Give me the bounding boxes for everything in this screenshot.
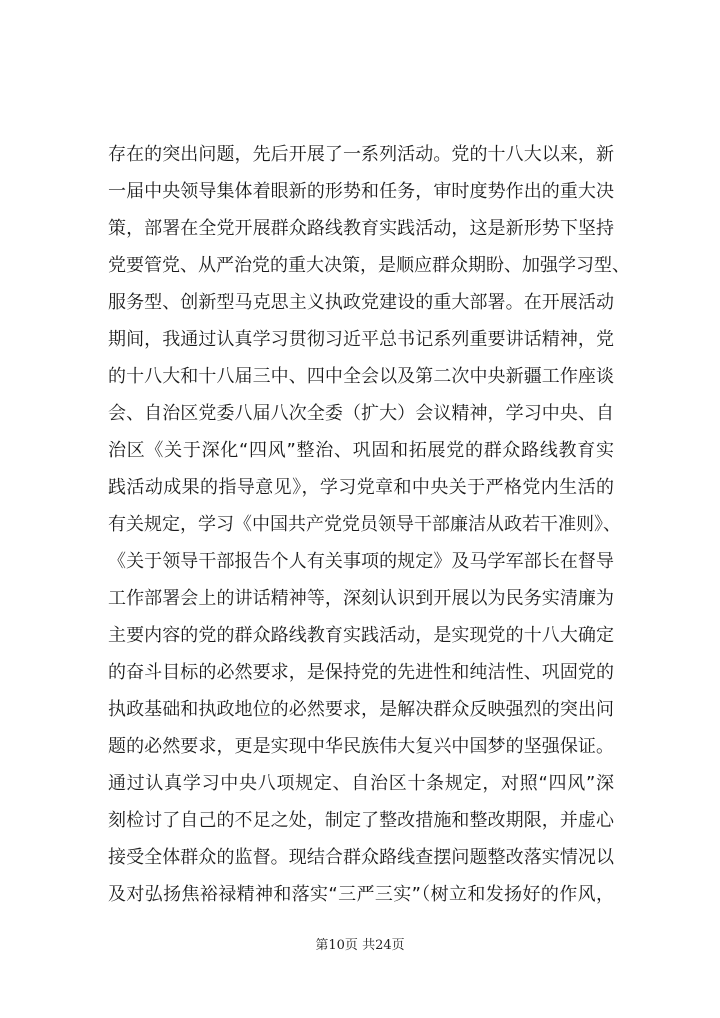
text-line: 存在的突出问题，先后开展了一系列活动。党的十八大以来，新	[108, 144, 614, 165]
text-line: 践活动成果的指导意见》，学习党章和中央关于严格党内生活的	[108, 477, 614, 498]
text-line: 有关规定，学习《中国共产党党员领导干部廉洁从政若干准则》、	[108, 514, 621, 535]
text-line: 主要内容的党的群众路线教育实践活动，是实现党的十八大确定	[108, 625, 614, 646]
text-line: 题的必然要求，更是实现中华民族伟大复兴中国梦的坚强保证。	[108, 736, 614, 757]
text-line: 治区《关于深化“四风”整治、巩固和拓展党的群众路线教育实	[108, 440, 614, 461]
text-line: 的奋斗目标的必然要求，是保持党的先进性和纯洁性、巩固党的	[108, 662, 614, 683]
text-line: 刻检讨了自己的不足之处，制定了整改措施和整改期限，并虚心	[108, 810, 614, 831]
text-line: 一届中央领导集体着眼新的形势和任务，审时度势作出的重大决	[108, 181, 614, 202]
body-paragraph	[108, 136, 630, 913]
text-line: 期间，我通过认真学习贯彻习近平总书记系列重要讲话精神，党	[108, 329, 614, 350]
text-line: 接受全体群众的监督。现结合群众路线查摆问题整改落实情况以	[108, 847, 614, 868]
text-line: 党要管党、从严治党的重大决策，是顺应群众期盼、加强学习型、	[108, 255, 630, 276]
text-line: 会、自治区党委八届八次全委（扩大）会议精神，学习中央、自	[108, 403, 614, 424]
text-line: 通过认真学习中央八项规定、自治区十条规定，对照“四风”深	[108, 773, 614, 794]
text-line: 服务型、创新型马克思主义执政党建设的重大部署。在开展活动	[108, 292, 614, 313]
text-line: 《关于领导干部报告个人有关事项的规定》及马学军部长在督导	[108, 551, 614, 572]
page-number-footer: 第10页 共24页	[315, 938, 405, 953]
text-line: 执政基础和执政地位的必然要求，是解决群众反映强烈的突出问	[108, 699, 614, 720]
text-line: 策，部署在全党开展群众路线教育实践活动，这是新形势下坚持	[108, 218, 614, 239]
text-line: 及对弘扬焦裕禄精神和落实“三严三实”（树立和发扬好的作风，	[108, 884, 614, 905]
text-line: 的十八大和十八届三中、四中全会以及第二次中央新疆工作座谈	[108, 366, 614, 387]
text-line: 工作部署会上的讲话精神等，深刻认识到开展以为民务实清廉为	[108, 588, 614, 609]
